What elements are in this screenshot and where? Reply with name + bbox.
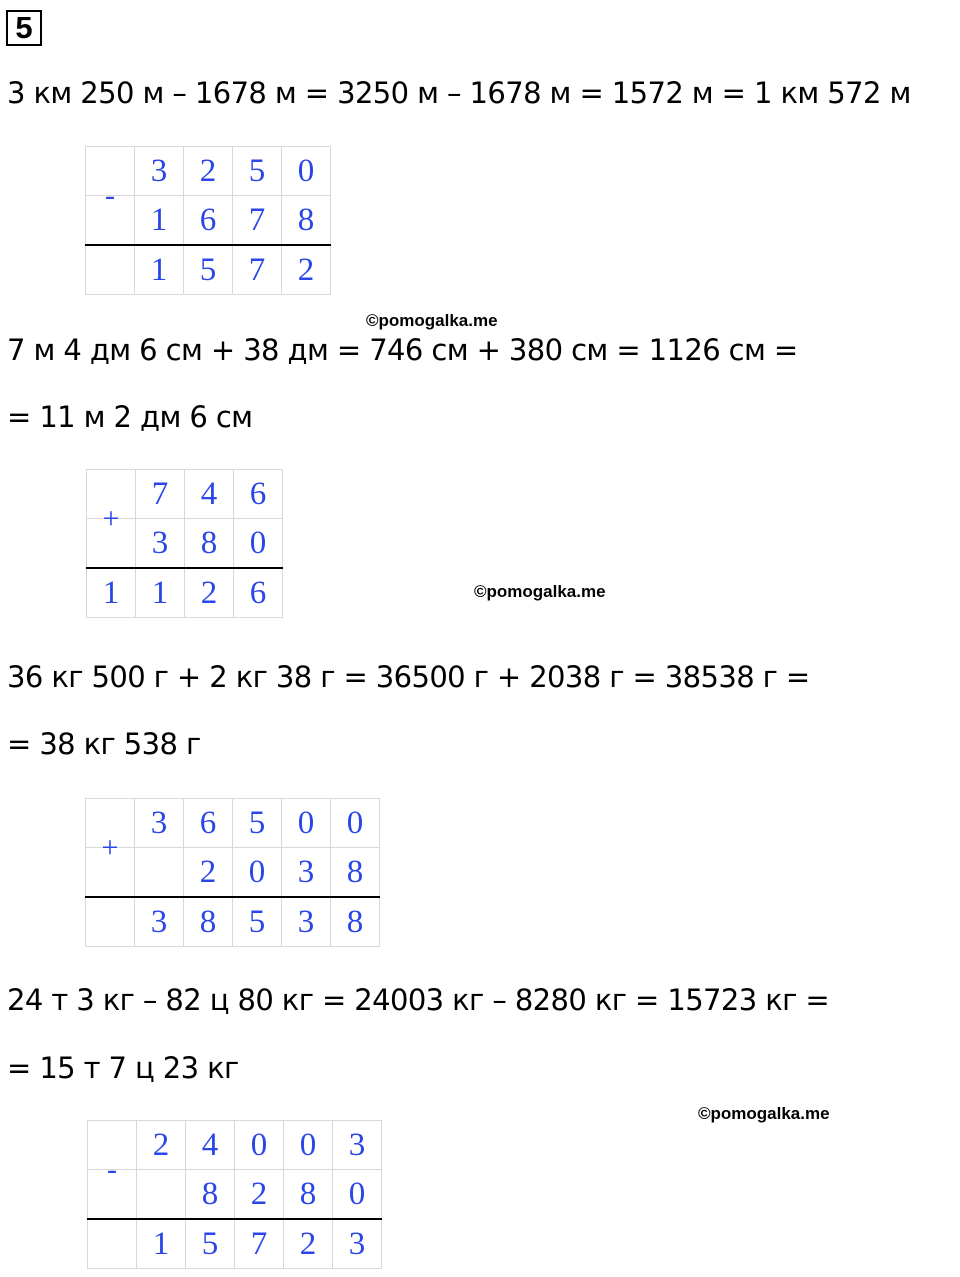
operator-sign: - (86, 172, 135, 222)
calc-cell: 6 (234, 470, 283, 519)
calc-cell: 1 (135, 196, 184, 246)
calc-cell: 3 (136, 519, 185, 569)
calc-cell: 6 (184, 196, 233, 246)
calc-cell: 5 (186, 1219, 235, 1269)
problem-2-column-calc (86, 469, 283, 618)
operator-sign: - (88, 1146, 137, 1196)
calc-cell: 0 (233, 848, 282, 898)
calc-cell: 1 (135, 245, 184, 295)
calc-cell: 0 (235, 1121, 284, 1170)
calc-cell: 7 (235, 1219, 284, 1269)
calc-cell: 2 (185, 568, 234, 618)
calc-cell: 0 (333, 1170, 382, 1220)
calc-cell: 6 (184, 799, 233, 848)
calc-cell: 3 (333, 1219, 382, 1269)
calc-cell: 4 (185, 470, 234, 519)
problem-4-result: = 15 т 7 ц 23 кг (7, 1051, 239, 1085)
problem-4-column-calc (87, 1120, 382, 1269)
calc-cell: 1 (136, 568, 185, 618)
calc-cell: 7 (136, 470, 185, 519)
problem-3-result: = 38 кг 538 г (7, 727, 201, 761)
calc-cell: 2 (184, 848, 233, 898)
calc-cell (88, 1219, 137, 1269)
problem-1-column-calc (85, 146, 331, 295)
calc-cell: 8 (284, 1170, 333, 1220)
problem-3-column-calc (85, 798, 380, 947)
calc-cell: 3 (135, 897, 184, 947)
problem-4-equation: 24 т 3 кг – 82 ц 80 кг = 24003 кг – 8280 кг = 15723 кг = (7, 983, 830, 1017)
calc-cell: 7 (233, 245, 282, 295)
calc-cell: 8 (186, 1170, 235, 1220)
calc-cell: 6 (234, 568, 283, 618)
calc-cell (86, 245, 135, 295)
calc-cell: 7 (233, 196, 282, 246)
calc-cell: 8 (282, 196, 331, 246)
calc-cell: 0 (284, 1121, 333, 1170)
task-number-box: 5 (6, 10, 42, 46)
calc-cell (137, 1170, 186, 1220)
calc-cell: 0 (282, 799, 331, 848)
calc-cell: 3 (333, 1121, 382, 1170)
calc-cell: 8 (185, 519, 234, 569)
calc-cell: 5 (233, 147, 282, 196)
calc-cell: 2 (235, 1170, 284, 1220)
watermark: ©pomogalka.me (366, 311, 498, 330)
calc-cell: 3 (135, 799, 184, 848)
calc-cell: 5 (184, 245, 233, 295)
calc-cell: 0 (282, 147, 331, 196)
calc-cell: 0 (234, 519, 283, 569)
problem-2-equation: 7 м 4 дм 6 см + 38 дм = 746 см + 380 см = 1126 см = (7, 333, 798, 367)
calc-cell: 1 (137, 1219, 186, 1269)
operator-sign: + (87, 495, 136, 545)
calc-cell (135, 848, 184, 898)
calc-cell: 0 (331, 799, 380, 848)
calc-cell: 5 (233, 799, 282, 848)
calc-cell: 8 (331, 848, 380, 898)
calc-cell: 5 (233, 897, 282, 947)
problem-1-equation: 3 км 250 м – 1678 м = 3250 м – 1678 м = 1572 м = 1 км 572 м (7, 76, 911, 110)
calc-cell: 3 (135, 147, 184, 196)
operator-sign: + (86, 824, 135, 874)
calc-cell: 2 (184, 147, 233, 196)
calc-cell: 2 (284, 1219, 333, 1269)
problem-3-equation: 36 кг 500 г + 2 кг 38 г = 36500 г + 2038 г = 38538 г = (7, 660, 810, 694)
calc-cell: 8 (184, 897, 233, 947)
calc-cell (86, 897, 135, 947)
calc-cell: 2 (282, 245, 331, 295)
calc-cell: 4 (186, 1121, 235, 1170)
watermark: ©pomogalka.me (474, 582, 606, 601)
calc-cell: 8 (331, 897, 380, 947)
calc-cell: 1 (87, 568, 136, 618)
calc-cell: 3 (282, 848, 331, 898)
calc-cell: 3 (282, 897, 331, 947)
calc-cell: 2 (137, 1121, 186, 1170)
watermark: ©pomogalka.me (698, 1104, 830, 1123)
problem-2-result: = 11 м 2 дм 6 см (7, 400, 253, 434)
